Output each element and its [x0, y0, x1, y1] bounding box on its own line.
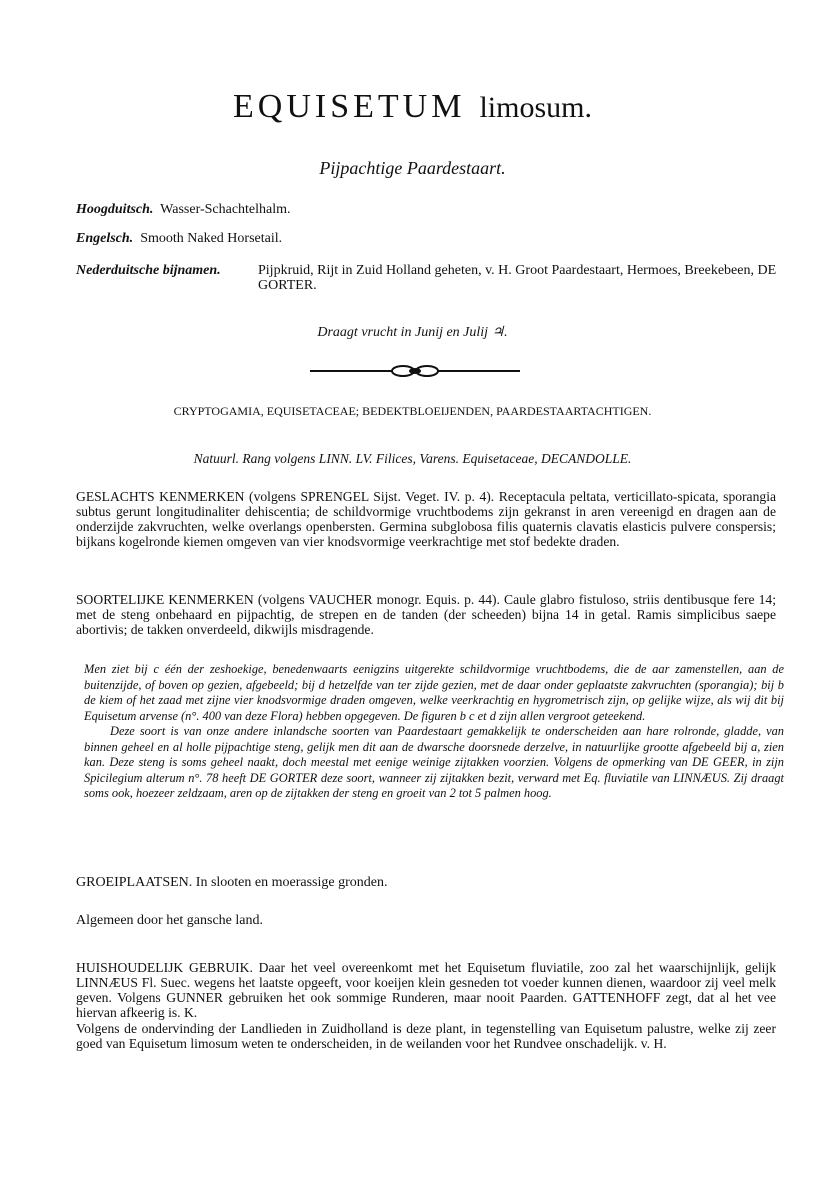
- figure-description-paragraph: Men ziet bij c één der zeshoekige, benedenwaarts eenigzins uitgerekte schildvormige vruchtbodems, die de aar zamenstellen, aan de buitenzijde, of boven op gezien, afgebeeld; bij d hetzelfde van ter zijde gezien, met de daar onder geplaatste zakvruchten (sporangia); bij b de kiem of het zaad met zijne vier knodsvormige draden omgeven, welke veerkrachtig en hygrometrisch zijn, op gelijke wijze, als wij dit bij Equisetum arvense (n°. 400 van deze Flora) hebben opgegeven. De figuren b c et d zijn allen vergroot geteekend.: [84, 662, 784, 723]
- genus-name: EQUISETUM: [233, 88, 466, 125]
- english-value: Smooth Naked Horsetail.: [140, 231, 283, 246]
- english-label: Engelsch.: [76, 231, 134, 246]
- english-name-line: [76, 231, 282, 247]
- species-characters-paragraph: SOORTELIJKE KENMERKEN (volgens VAUCHER monogr. Equis. p. 44). Caule glabro fistuloso, striis dentibusque fere 14; met de steng onbehaard en pijpachtig, de strepen en de tanden (der scheeden) bijna 14 in getal. Ramis simplicibus saepe abortivis; de takken onverdeeld, dikwijls misdragende.: [76, 592, 776, 637]
- dutch-common-name: Pijpachtige Paardestaart.: [319, 158, 506, 178]
- dutch-names-line: [76, 263, 221, 279]
- species-name: limosum.: [479, 91, 592, 124]
- high-german-label: Hoogduitsch.: [76, 202, 154, 217]
- high-german-name-line: [76, 202, 291, 218]
- fruiting-period: Draagt vrucht in Junij en Julij ♃.: [317, 325, 508, 340]
- high-german-value: Wasser-Schachtelhalm.: [160, 202, 291, 217]
- habitat-line: GROEIPLAATSEN. In slooten en moerassige gronden.: [76, 875, 388, 890]
- dutch-names-label: Nederduitsche bijnamen.: [76, 263, 221, 278]
- classification-line: CRYPTOGAMIA, EQUISETACEAE; BEDEKTBLOEIJENDEN, PAARDESTAARTACHTIGEN.: [173, 404, 652, 418]
- species-notes-paragraph: Deze soort is van onze andere inlandsche soorten van Paardestaart gemakkelijk te onderscheiden aan hare rolronde, gladde, van binnen geheel en al holle pijpachtige steng, gelijk men dit aan de dwarsche doorsnede derzelve, in natuurlijke grootte afgebeeld bij a, zien kan. Deze steng is soms geheel naakt, doch meestal met eenige weinige zijtakken voorzien. Volgens de opmerking van DE GEER, in zijn Spicilegium alterum n°. 78 heeft DE GORTER deze soort, wanneer zij zijtakken bezit, verward met Eq. fluviatile van LINNÆUS. Zij draagt soms ook, hoezeer zeldzaam, aren op de zijtakken der steng en groeit van 2 tot 5 palmen hoog.: [84, 724, 784, 800]
- uses-paragraph-2: Volgens de ondervinding der Landlieden in Zuidholland is deze plant, in tegenstelling van Equisetum palustre, welke zij zeer goed van Equisetum limosum weten te onderscheiden, in de weilanden voor het Rundvee onschadelijk. v. H.: [76, 1021, 776, 1051]
- uses-paragraph: HUISHOUDELIJK GEBRUIK. Daar het veel overeenkomt met het Equisetum fluviatile, zoo zal het waarschijnlijk, gelijk LINNÆUS Fl. Suec. wegens het laatste opgeeft, voor koeijen klein gesneden tot voeder kunnen dienen, waardoor zij veel melk geven. Volgens GUNNER gebruiken het ook sommige Runderen, maar nooit Paarden. GATTENHOFF zegt, dat al het vee hiervan afkeerig is. K.: [76, 960, 776, 1020]
- page-title: [0, 88, 825, 126]
- ornament-divider: [310, 362, 520, 380]
- dutch-names-value: Pijpkruid, Rijt in Zuid Holland geheten, v. H. Groot Paardestaart, Hermoes, Breekebeen, DE GORTER.: [258, 263, 777, 293]
- distribution-line: Algemeen door het gansche land.: [76, 913, 263, 928]
- genus-characters-paragraph: GESLACHTS KENMERKEN (volgens SPRENGEL Sijst. Veget. IV. p. 4). Receptacula peltata, verticillato-spicata, sporangia subtus gerunt longitudinaliter dehiscentia; de schildvormige vruchtbodems zijn gekranst in aren vereenigd en dragen aan de onderzijde zakvruchten, welke overlangs openbersten. Germina subglobosa filis quaternis clavatis elasticis pulvere conspersis; bijkans kogelronde kiemen omgeven van vier knodsvormige veerkrachtige met stof bedekte draden.: [76, 489, 776, 549]
- natural-rank-line: Natuurl. Rang volgens LINN. LV. Filices, Varens. Equisetaceae, DECANDOLLE.: [193, 451, 632, 466]
- figure-description: [84, 662, 784, 802]
